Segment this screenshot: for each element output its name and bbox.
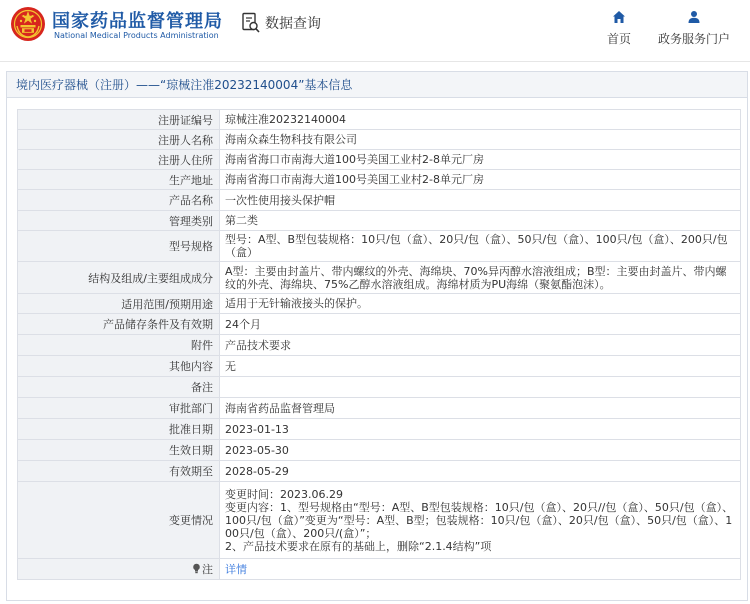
- table-row: [18, 170, 741, 190]
- row-label: 适用范围/预期用途: [18, 294, 220, 314]
- panel-title: 境内医疗器械（注册）——“琼械注准20232140004”基本信息: [7, 72, 747, 98]
- home-icon: [612, 10, 626, 24]
- table-row: [18, 262, 741, 294]
- row-label: 结构及组成/主要组成成分: [18, 262, 220, 294]
- table-row: [18, 335, 741, 356]
- table-row: [18, 419, 741, 440]
- row-value: 产品技术要求: [220, 335, 741, 356]
- row-label: 产品名称: [18, 190, 220, 211]
- nav-home[interactable]: [603, 10, 635, 47]
- row-label: 生效日期: [18, 440, 220, 461]
- row-label: 产品储存条件及有效期: [18, 314, 220, 335]
- row-value: [220, 377, 741, 398]
- row-label: 附件: [18, 335, 220, 356]
- row-label: 注册证编号: [18, 110, 220, 130]
- row-value: 型号：A型、B型包装规格：10只/包（盒）、20只/包（盒）、50只/包（盒）、100只/包（盒）、200只/包（盒）: [220, 231, 741, 262]
- table-row: [18, 130, 741, 150]
- table-row: [18, 314, 741, 335]
- row-label: 批准日期: [18, 419, 220, 440]
- nav-home-label: 首页: [606, 32, 631, 46]
- row-label: 其他内容: [18, 356, 220, 377]
- table-row: [18, 190, 741, 211]
- row-value: 海南众森生物科技有限公司: [220, 130, 741, 150]
- logo-title-cn: 国家药品监督管理局: [52, 11, 223, 32]
- row-value: 海南省海口市南海大道100号美国工业村2-8单元厂房: [220, 170, 741, 190]
- row-value: 2023-05-30: [220, 440, 741, 461]
- row-value: 一次性使用接头保护帽: [220, 190, 741, 211]
- row-value: 24个月: [220, 314, 741, 335]
- row-value: 海南省海口市南海大道100号美国工业村2-8单元厂房: [220, 150, 741, 170]
- row-label: 备注: [18, 377, 220, 398]
- table-row: [18, 356, 741, 377]
- table-row: [18, 559, 741, 580]
- row-value: 2023-01-13: [220, 419, 741, 440]
- row-value: 无: [220, 356, 741, 377]
- nav-government-portal[interactable]: [656, 10, 732, 47]
- row-value: A型：主要由封盖片、带内螺纹的外壳、海绵块、70%异丙醇水溶液组成；B型：主要由封盖片、带内螺纹的外壳、海绵块、75%乙醇水溶液组成。海绵材质为PU海绵（聚氨酯泡沫）。: [220, 262, 741, 294]
- change-history-value: 变更时间：2023.06.29 变更内容：1、型号规格由“型号：A型、B型包装规格：10只/包（盒）、20只//包（盒）、50只/包（盒）、100只/包（盒）”变更为“型号：A型、B型；包装规格：10只/包（盒）、20只/包（盒）、50只/包（盒）、100只/包（盒）、200只/(盒）”； 2、产品技术要求在原有的基础上，删除“2.1.4结构”项: [220, 482, 741, 559]
- row-label: 注册人住所: [18, 150, 220, 170]
- lightbulb-icon: [192, 563, 201, 574]
- row-label: 型号规格: [18, 231, 220, 262]
- details-link[interactable]: 详情: [225, 562, 247, 576]
- note-value-cell: [220, 559, 741, 580]
- row-value: 海南省药品监督管理局: [220, 398, 741, 419]
- row-label: 有效期至: [18, 461, 220, 482]
- table-row: [18, 398, 741, 419]
- table-row: [18, 482, 741, 559]
- national-emblem-icon: [10, 6, 46, 42]
- user-icon: [687, 10, 701, 24]
- table-row: [18, 110, 741, 130]
- basic-info-panel: [6, 71, 748, 601]
- row-value: 第二类: [220, 211, 741, 231]
- table-row: [18, 231, 741, 262]
- table-row: [18, 211, 741, 231]
- note-label-cell: [18, 559, 220, 580]
- table-row: [18, 150, 741, 170]
- row-label: 注册人名称: [18, 130, 220, 150]
- row-label: 管理类别: [18, 211, 220, 231]
- table-row: [18, 461, 741, 482]
- table-row: [18, 440, 741, 461]
- info-table: [17, 109, 741, 580]
- site-header: [0, 0, 750, 62]
- row-label: 生产地址: [18, 170, 220, 190]
- data-query-label: 数据查询: [265, 16, 321, 32]
- row-label: 审批部门: [18, 398, 220, 419]
- table-row: [18, 377, 741, 398]
- document-search-icon: [241, 12, 261, 34]
- note-label: 注: [202, 563, 213, 576]
- row-value: 适用于无针输液接头的保护。: [220, 294, 741, 314]
- table-row: [18, 294, 741, 314]
- row-label: 变更情况: [18, 482, 220, 559]
- nav-portal-label: 政务服务门户: [657, 32, 730, 46]
- data-query-link[interactable]: [241, 12, 321, 34]
- row-value: 2028-05-29: [220, 461, 741, 482]
- logo-title-en: National Medical Products Administration: [54, 31, 219, 40]
- row-value: 琼械注准20232140004: [220, 110, 741, 130]
